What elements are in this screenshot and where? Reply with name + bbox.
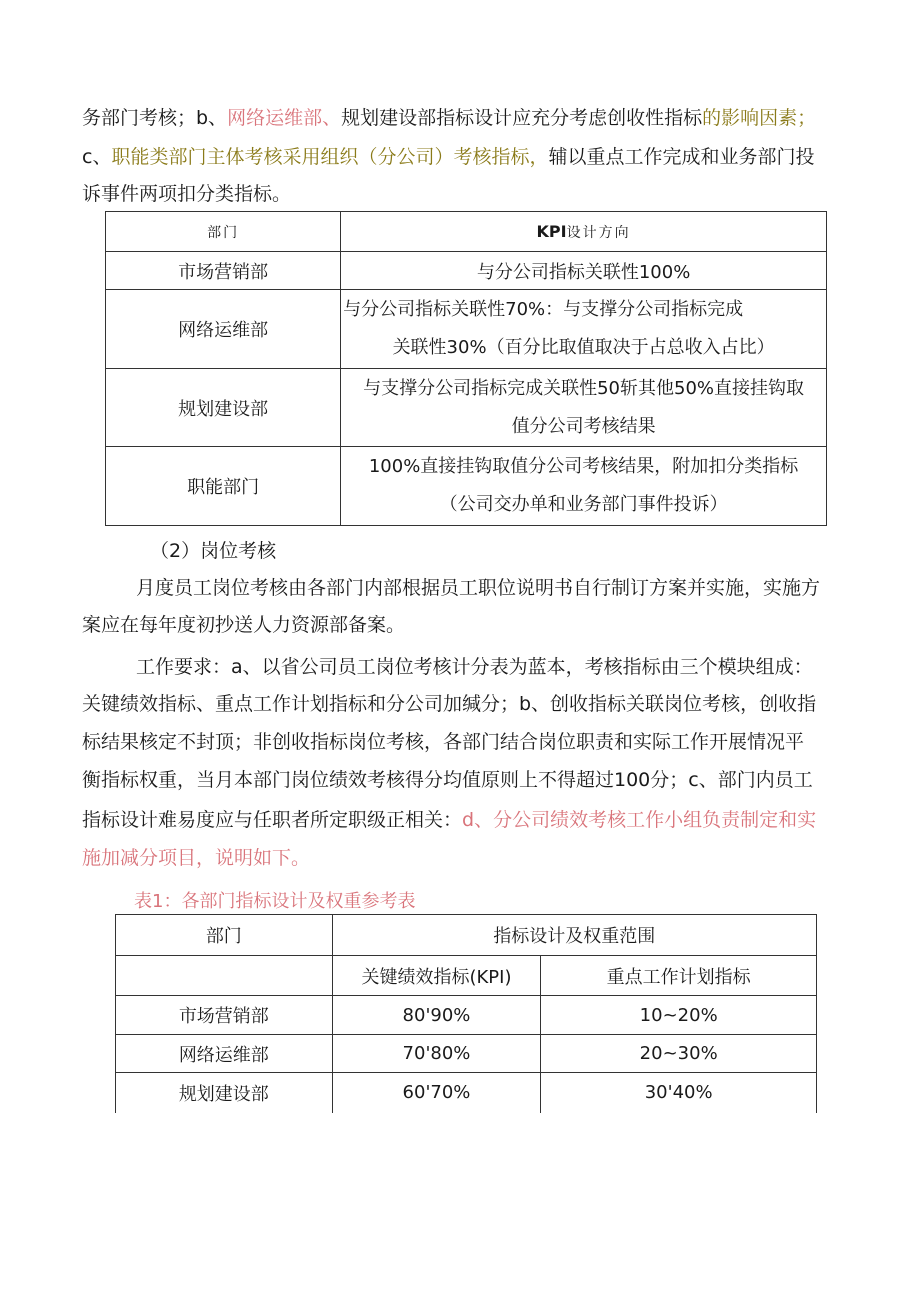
- text: 务部门考核；b、: [82, 107, 228, 129]
- table-row: [106, 447, 827, 526]
- table-row: [116, 996, 817, 1035]
- dept-cell: 市场营销部: [106, 252, 341, 290]
- header-dept: 部门: [106, 212, 341, 252]
- table-header-row: [116, 915, 817, 956]
- table-row: [106, 290, 827, 369]
- paragraph-line: 标结果核定不封顶；非创收指标岗位考核，各部门结合岗位职责和实际工作开展情况平: [82, 731, 805, 753]
- highlight-text: d、分公司绩效考核工作小组负责制定和实: [462, 809, 817, 831]
- table-header-row: [106, 212, 827, 252]
- header-plan: 重点工作计划指标: [541, 956, 817, 996]
- header-group: 指标设计及权重范围: [332, 915, 816, 956]
- table-row: [106, 252, 827, 290]
- text: 指标设计难易度应与任职者所定职级正相关：: [82, 809, 463, 831]
- paragraph1-line2: [82, 145, 814, 169]
- table-row: [116, 1073, 817, 1113]
- header-kpi-direction: [341, 212, 827, 252]
- dept-cell: 规划建设部: [116, 1073, 333, 1113]
- text: 辅以重点工作完成和业务部门投: [548, 146, 815, 168]
- highlight-text: 的影响因素；: [702, 107, 817, 129]
- highlight-text: 网络运维部、: [227, 107, 342, 129]
- direction-cell: [341, 369, 827, 447]
- dept-cell: 职能部门: [106, 447, 341, 526]
- kpi-cell: 60'70%: [332, 1073, 541, 1113]
- direction-line: 关联性30%（百分比取值取决于占总收入占比）: [392, 337, 775, 358]
- plan-cell: 30'40%: [541, 1073, 817, 1113]
- kpi-cell: 70'80%: [332, 1035, 541, 1073]
- paragraph-line: 关键绩效指标、重点工作计划指标和分公司加缄分；b、创收指标关联岗位考核，创收指: [82, 693, 817, 715]
- dept-cell: 网络运维部: [106, 290, 341, 369]
- paragraph-line: 案应在每年度初抄送人力资源部备案。: [82, 614, 406, 636]
- direction-line: 与支撑分公司指标完成关联性50斩其他50%直接挂钩取: [363, 377, 805, 399]
- direction-cell: [341, 290, 827, 369]
- paragraph-line: 衡指标权重，当月本部门岗位绩效考核得分均值原则上不得超过100分；c、部门内员工: [82, 769, 813, 791]
- weight-reference-table: [115, 914, 817, 1113]
- dept-cell: 规划建设部: [106, 369, 341, 447]
- plan-cell: 20~30%: [541, 1035, 817, 1073]
- header-dept: 部门: [116, 915, 333, 956]
- dept-cell: 市场营销部: [116, 996, 333, 1035]
- paragraph-line: 工作要求：a、以省公司员工岗位考核计分表为蓝本，考核指标由三个模块组成：: [136, 656, 813, 678]
- empty-cell: [116, 956, 333, 996]
- table-caption: 表1：各部门指标设计及权重参考表: [134, 891, 416, 912]
- paragraph1-line3: 诉事件两项扣分类指标。: [82, 183, 292, 205]
- kpi-cell: 80'90%: [332, 996, 541, 1035]
- direction-line: 与分公司指标关联性70%：与支撑分公司指标完成: [343, 299, 744, 320]
- direction-cell: [341, 447, 827, 526]
- highlight-text: 职能类部门主体考核采用组织（分公司）考核指标，: [111, 146, 549, 168]
- kpi-direction-table: [105, 211, 827, 526]
- paragraph1-line1: [82, 106, 816, 130]
- table-row: [116, 1035, 817, 1073]
- paragraph-line: 施加减分项目，说明如下。: [82, 847, 311, 869]
- table-subheader-row: [116, 956, 817, 996]
- section-heading: （2）岗位考核: [150, 540, 277, 562]
- direction-line: 值分公司考核结果: [511, 415, 656, 437]
- kpi-label: KPI: [536, 221, 567, 241]
- paragraph-line: [82, 808, 816, 832]
- direction-line: 100%直接挂钩取值分公司考核结果，附加扣分类指标: [368, 456, 799, 477]
- plan-cell: 10~20%: [541, 996, 817, 1035]
- direction-cell: 与分公司指标关联性100%: [341, 252, 827, 290]
- table-row: [106, 369, 827, 447]
- paragraph-line: 月度员工岗位考核由各部门内部根据员工职位说明书自行制订方案并实施，实施方: [136, 577, 821, 599]
- direction-line: （公司交办单和业务部门事件投诉）: [439, 494, 728, 515]
- header-kpi: 关键绩效指标(KPI): [332, 956, 541, 996]
- dept-cell: 网络运维部: [116, 1035, 333, 1073]
- text: c、: [82, 146, 112, 168]
- direction-label: 设计方向: [566, 224, 631, 241]
- text: 规划建设部指标设计应充分考虑创收性指标: [341, 107, 703, 129]
